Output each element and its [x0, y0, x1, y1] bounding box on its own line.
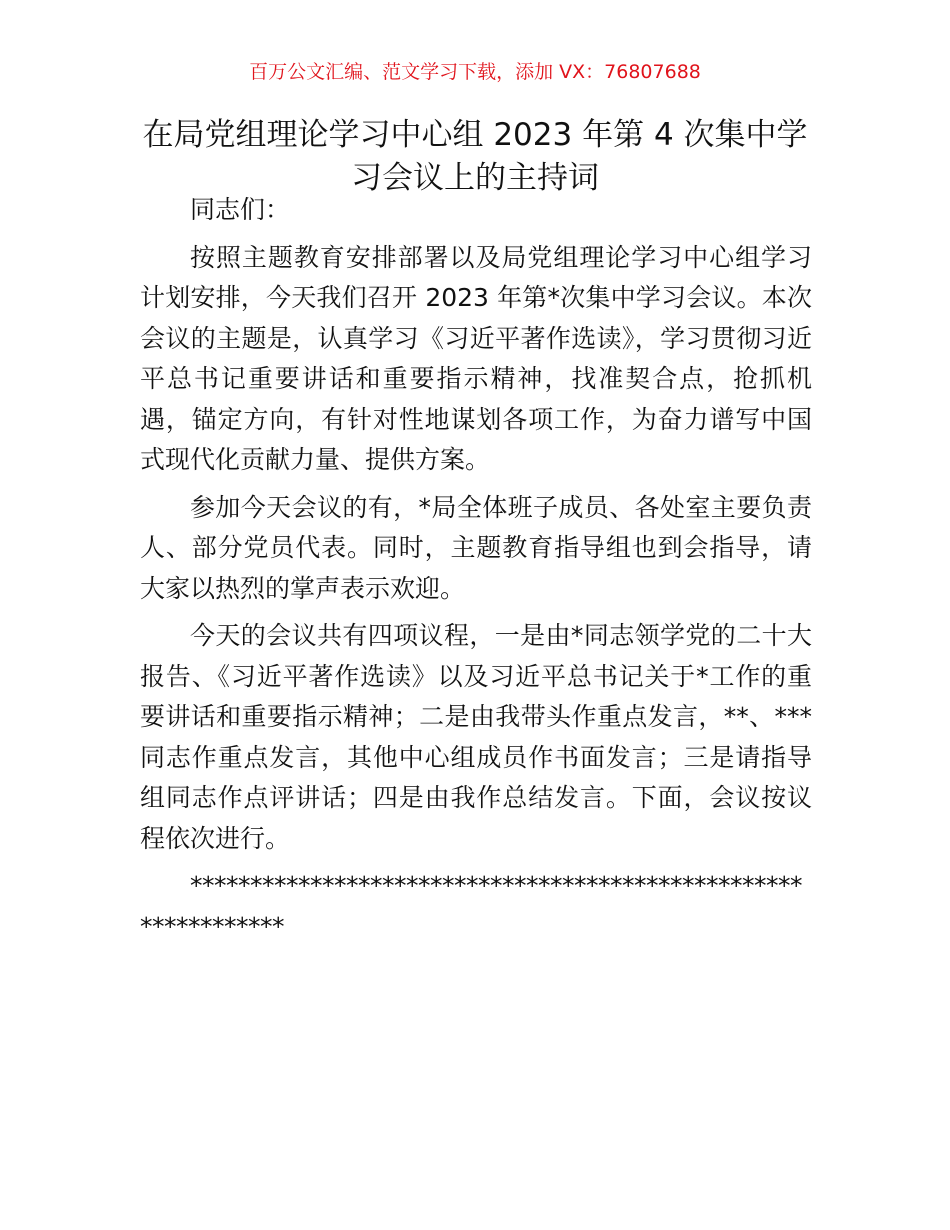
salutation: 同志们：: [190, 195, 291, 224]
paragraph: 参加今天会议的有，*局全体班子成员、各处室主要负责人、部分党员代表。同时，主题教育指导组也到会指导，请大家以热烈的掌声表示欢迎。: [140, 492, 812, 603]
paragraph: 按照主题教育安排部署以及局党组理论学习中心组学习计划安排，今天我们召开 2023 年第*次集中学习会议。本次会议的主题是，认真学习《习近平著作选读》，学习贯彻习近平总书记重要讲话和重要指示精神，找准契合点，抢抓机遇，锚定方向，有针对性地谋划各项工作，为奋力谱写中国式现代化贡献力量、提供方案。: [140, 242, 812, 474]
paragraph: 今天的会议共有四项议程，一是由*同志领学党的二十大报告、《习近平著作选读》以及习近平总书记关于*工作的重要讲话和重要指示精神；二是由我带头作重点发言，**、***同志作重点发言，其他中心组成员作书面发言；三是请指导组同志作点评讲话；四是由我作总结发言。下面，会议按议程依次进行。: [140, 621, 812, 853]
separator-line: ***************************************************************: [140, 871, 802, 941]
document-title: 在局党组理论学习中心组 2023 年第 4 次集中学习会议上的主持词: [142, 117, 808, 196]
document-body: [140, 190, 812, 954]
watermark-header: 百万公文汇编、范文学习下载，添加 VX：76807688: [249, 61, 701, 83]
